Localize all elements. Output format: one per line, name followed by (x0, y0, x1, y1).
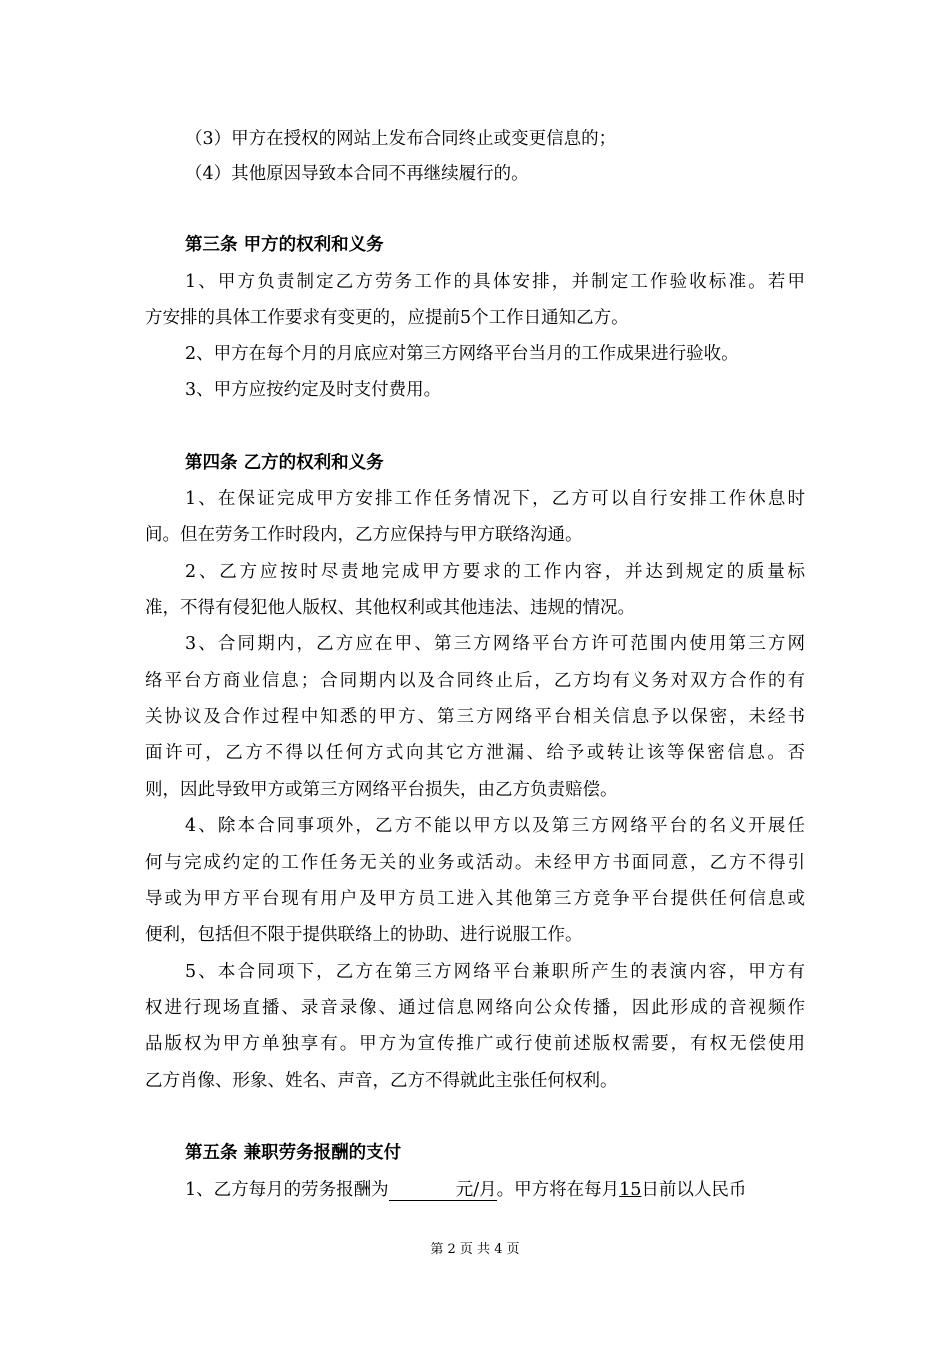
payment-text-prefix: 1、乙方每月的劳务报酬为 (185, 1180, 389, 1200)
clause-item-4: （4）其他原因导致本合同不再继续履行的。 (185, 164, 529, 184)
payment-text-suffix: 日前以人民币 (641, 1180, 747, 1200)
section-4-p3-line1: 3、合同期内，乙方应在甲、第三方网络平台方许可范围内使用第三方网 (185, 634, 805, 654)
section-4-p5-line2: 权进行现场直播、录音录像、通过信息网络向公众传播，因此形成的音视频作 (145, 998, 805, 1018)
section-5-heading: 第五条 兼职劳务报酬的支付 (185, 1143, 402, 1163)
section-4-p5-line3: 品版权为甲方单独享有。甲方为宣传推广或行使前述版权需要，有权无偿使用 (145, 1034, 805, 1054)
payment-text-middle: 。甲方将在每月 (496, 1180, 620, 1200)
section-3-p3: 3、甲方应按约定及时支付费用。 (185, 380, 442, 400)
section-4-p3-line3: 关协议及合作过程中知悉的甲方、第三方网络平台相关信息予以保密，未经书 (145, 707, 805, 727)
section-4-p5-line1: 5、本合同项下，乙方在第三方网络平台兼职所产生的表演内容，甲方有 (185, 962, 805, 982)
section-3-heading: 第三条 甲方的权利和义务 (185, 235, 384, 255)
payment-day: 15 (619, 1180, 642, 1200)
page-number-footer: 第 2 页 共 4 页 (430, 1242, 520, 1257)
section-4-p4-line2: 何与完成约定的工作任务无关的业务或活动。未经甲方书面同意，乙方不得引 (145, 853, 805, 873)
section-3-p1-line2: 方安排的具体工作要求有变更的，应提前5个工作日通知乙方。 (145, 308, 629, 328)
section-5-p1-line1 (185, 1178, 746, 1202)
section-4-p5-line4: 乙方肖像、形象、姓名、声音，乙方不得就此主张任何权利。 (145, 1071, 618, 1091)
section-4-p1-line2: 间。但在劳务工作时段内，乙方应保持与甲方联络沟通。 (145, 525, 583, 545)
section-4-p4-line3: 导或为甲方平台现有用户及甲方员工进入其他第三方竞争平台提供任何信息或 (145, 889, 805, 909)
section-4-p3-line2: 络平台方商业信息；合同期内以及合同终止后，乙方均有义务对双方合作的有 (145, 671, 805, 691)
section-4-p2-line2: 准，不得有侵犯他人版权、其他权利或其他违法、违规的情况。 (145, 598, 635, 618)
section-4-p3-line5: 则，因此导致甲方或第三方网络平台损失，由乙方负责赔偿。 (145, 780, 618, 800)
section-3-p2: 2、甲方在每个月的月底应对第三方网络平台当月的工作成果进行验收。 (185, 344, 739, 364)
monthly-fee-blank: 元/月 (389, 1180, 497, 1201)
section-4-p1-line1: 1、在保证完成甲方安排工作任务情况下，乙方可以自行安排工作休息时 (185, 489, 805, 509)
section-4-heading: 第四条 乙方的权利和义务 (185, 453, 384, 473)
section-4-p2-line1: 2、乙方应按时尽责地完成甲方要求的工作内容，并达到规定的质量标 (185, 562, 805, 582)
section-4-p4-line1: 4、除本合同事项外，乙方不能以甲方以及第三方网络平台的名义开展任 (185, 816, 805, 836)
section-4-p3-line4: 面许可，乙方不得以任何方式向其它方泄漏、给予或转让该等保密信息。否 (145, 743, 805, 763)
section-3-p1-line1: 1、甲方负责制定乙方劳务工作的具体安排，并制定工作验收标准。若甲 (185, 272, 805, 292)
clause-item-3: （3）甲方在授权的网站上发布合同终止或变更信息的； (185, 129, 617, 149)
section-4-p4-line4: 便利，包括但不限于提供联络上的协助、进行说服工作。 (145, 925, 583, 945)
